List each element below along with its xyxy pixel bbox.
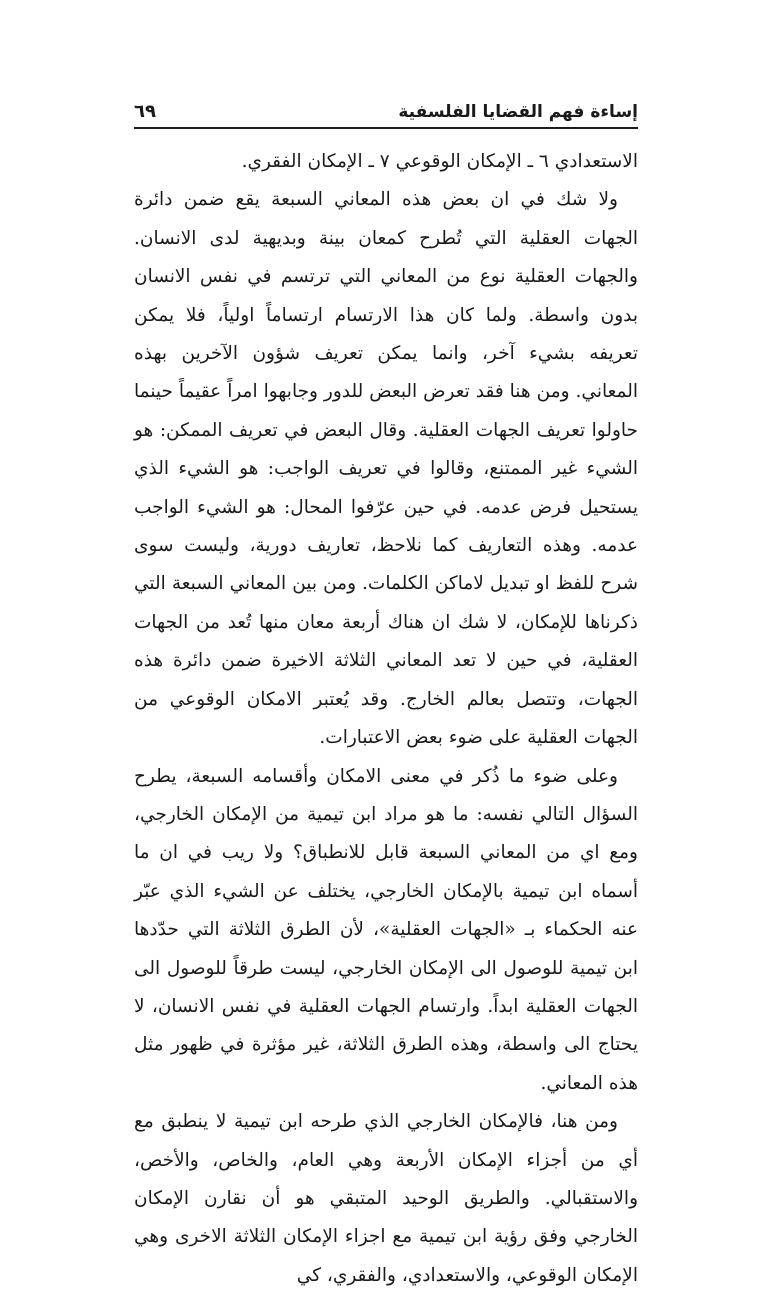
page-header (134, 94, 638, 128)
page-number: ٦٩ (134, 101, 156, 122)
header-rule (134, 127, 638, 129)
paragraph: ومن هنا، فالإمكان الخارجي الذي طرحه ابن تيمية لا ينطبق مع أي من أجزاء الإمكان الأربعة وهي العام، والخاص، والأخص، والاستقبالي. والطريق الوحيد المتبقي هو أن نقارن الإمكان الخارجي وفق رؤية ابن تيمية مع اجزاء الإمكان الثلاثة الاخرى وهي الإمكان الوقوعي، والاستعدادي، والفقري، كي (134, 1111, 638, 1286)
paragraph: وعلى ضوء ما ذُكر في معنى الامكان وأقسامه السبعة، يطرح السؤال التالي نفسه: ما هو مراد ابن تيمية من الإمكان الخارجي، ومع اي من المعاني السبعة قابل للانطباق؟ ولا ريب في ان ما أسماه ابن تيمية بالإمكان الخارجي، يختلف عن الشيء الذي عبّر عنه الحكماء بـ «الجهات العقلية»، لأن الطرق الثلاثة التي حدّدها ابن تيمية للوصول الى الإمكان الخارجي، ليست طرقاً للوصول الى الجهات العقلية ابداً. وارتسام الجهات العقلية في نفس الانسان، لا يحتاج الى واسطة، وهذه الطرق الثلاثة، غير مؤثرة في ظهور مثل هذه المعاني. (134, 765, 638, 1094)
paragraph: الاستعدادي ٦ ـ الإمكان الوقوعي ٧ ـ الإمكان الفقري. (241, 151, 638, 172)
body-text (134, 143, 638, 1295)
running-title: إساءة فهم القضايا الفلسفية (398, 102, 638, 122)
paragraph: ولا شك في ان بعض هذه المعاني السبعة يقع ضمن دائرة الجهات العقلية التي تُطرح كمعان بينة وبديهية لدى الانسان. والجهات العقلية نوع من المعاني التي ترتسم في نفس الانسان بدون واسطة. ولما كان هذا الارتسام ارتساماً اولياً، فلا يمكن تعريفه بشيء آخر، وانما يمكن تعريف شؤون الآخرين بهذه المعاني. ومن هنا فقد تعرض البعض للدور وجابهوا امراً عقيماً حينما حاولوا تعريف الجهات العقلية. وقال البعض في تعريف الممكن: هو الشيء غير الممتنع، وقالوا في تعريف الواجب: هو الشيء الذي يستحيل فرض عدمه. في حين عرّفوا المحال: هو الشيء الواجب عدمه. وهذه التعاريف كما نلاحظ، تعاريف دورية، وليست سوى شرح للفظ او تبديل لاماكن الكلمات. ومن بين المعاني السبعة التي ذكرناها للإمكان، لا شك ان هناك أربعة معان منها تُعد من الجهات العقلية، في حين لا تعد المعاني الثلاثة الاخيرة ضمن دائرة هذه الجهات، وتتصل بعالم الخارج. وقد يُعتبر الامكان الوقوعي من الجهات العقلية على ضوء بعض الاعتبارات. (134, 189, 638, 749)
